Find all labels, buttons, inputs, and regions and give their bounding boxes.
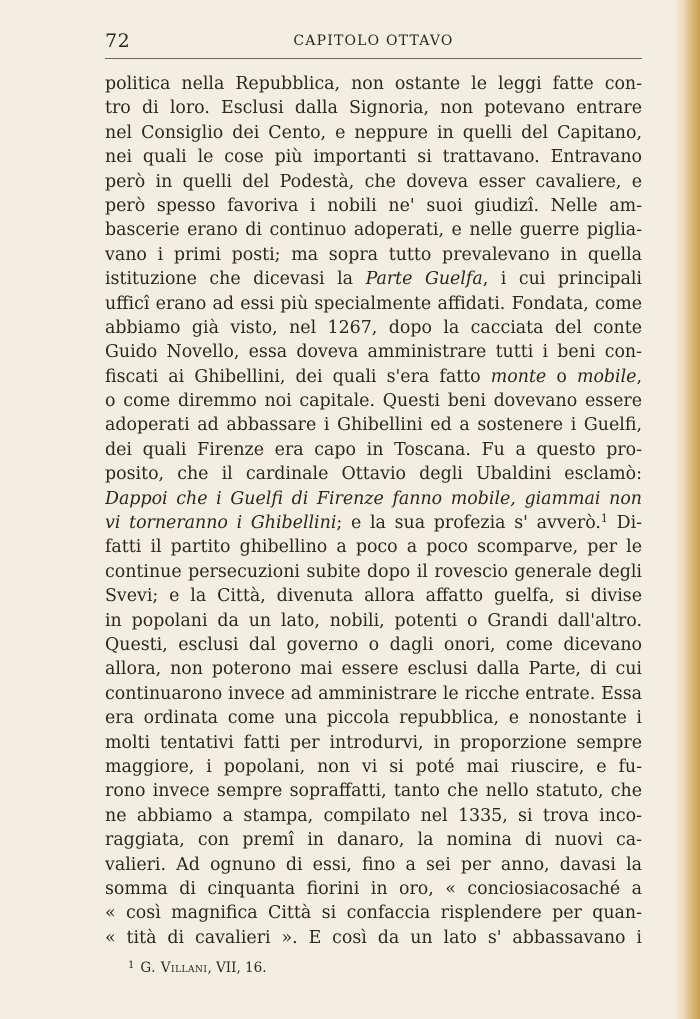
text-line: dei quali Firenze era capo in Toscana. Fu a questo pro- bbox=[105, 439, 642, 460]
text-line: tro di loro. Esclusi dalla Signoria, non potevano entrare bbox=[105, 98, 642, 119]
text-line: allora, non poterono mai essere esclusi dalla Parte, di cui bbox=[105, 659, 642, 680]
text-line: fatti il partito ghibellino a poco a poco scomparve, per le bbox=[105, 537, 642, 558]
text-line: posito, che il cardinale Ottavio degli Ubaldini esclamò: bbox=[105, 464, 642, 485]
italic-phrase: Parte Guelfa bbox=[365, 269, 483, 290]
text-line: continuarono invece ad amministrare le ricche entrate. Essa bbox=[105, 683, 642, 704]
text-line: valieri. Ad ognuno di essi, fino a sei per anno, davasi la bbox=[105, 854, 642, 875]
page-edge-shadow bbox=[674, 0, 700, 1019]
text-line: raggiata, con premî in danaro, la nomina di nuovi ca- bbox=[105, 830, 642, 851]
text-line: Guido Novello, essa doveva amministrare tutti i beni con- bbox=[105, 342, 642, 363]
text-line: Questi, esclusi dal governo o dagli onori, come dicevano bbox=[105, 634, 642, 655]
text-line: vano i primi posti; ma sopra tutto prevalevano in quella bbox=[105, 244, 642, 265]
text-line: molti tentativi fatti per introdurvi, in proporzione sempre bbox=[105, 732, 642, 753]
italic-phrase: mobile bbox=[576, 366, 637, 387]
text-line: maggiore, i popolani, non vi si poté mai riuscire, e fu- bbox=[105, 756, 642, 777]
footnote-author: G. Villani bbox=[140, 960, 208, 976]
text-line: fiscati ai Ghibellini, dei quali s'era fatto monte o mobile, bbox=[105, 366, 642, 387]
text-line: rono invece sempre sopraffatti, tanto che nello statuto, che bbox=[105, 781, 642, 802]
header-rule bbox=[105, 58, 642, 59]
text-line: istituzione che dicevasi la Parte Guelfa, i cui principali bbox=[105, 269, 642, 290]
italic-quote: vi torneranno i Ghibellini bbox=[105, 513, 337, 534]
text-line: però in quelli del Podestà, che doveva esser cavaliere, e bbox=[105, 171, 642, 192]
italic-phrase: monte bbox=[490, 366, 547, 387]
page-number: 72 bbox=[105, 30, 131, 52]
text-line: nel Consiglio dei Cento, e neppure in quelli del Capitano, bbox=[105, 122, 642, 143]
footnote bbox=[128, 960, 267, 976]
text-line: continue persecuzioni subite dopo il rovescio generale degli bbox=[105, 561, 642, 582]
text-line: Svevi; e la Città, divenuta allora affatto guelfa, si divise bbox=[105, 586, 642, 607]
text-line: « tità di cavalieri ». E così da un lato s' abbassavano i bbox=[105, 927, 642, 948]
text-line: però spesso favoriva i nobili ne' suoi giudizî. Nelle am- bbox=[105, 195, 642, 216]
text-line: politica nella Repubblica, non ostante le leggi fatte con- bbox=[105, 74, 642, 94]
running-title: CAPITOLO OTTAVO bbox=[293, 33, 454, 49]
text-line bbox=[105, 487, 642, 511]
footnote-reference: 1 bbox=[600, 512, 608, 526]
text-line: ufficî erano ad essi più specialmente affidati. Fondata, come bbox=[105, 293, 642, 314]
text-line: « così magnifica Città si confaccia risplendere per quan- bbox=[105, 903, 642, 924]
text-line: bascerie erano di continuo adoperati, e nelle guerre piglia- bbox=[105, 220, 642, 241]
footnote-citation: , VII, 16. bbox=[207, 960, 267, 976]
footnote-mark: 1 bbox=[128, 960, 135, 971]
text-line: ne abbiamo a stampa, compilato nel 1335, si trova inco- bbox=[105, 805, 642, 826]
text-line: era ordinata come una piccola repubblica, e nonostante i bbox=[105, 708, 642, 729]
text-line: adoperati ad abbassare i Ghibellini ed a sostenere i Guelfi, bbox=[105, 415, 642, 436]
italic-quote: Dappoi che i Guelfi di Firenze fanno mobile, giammai non bbox=[105, 488, 642, 509]
body-text bbox=[105, 72, 642, 950]
text-line: abbiamo già visto, nel 1267, dopo la cacciata del conte bbox=[105, 317, 642, 338]
text-line: nei quali le cose più importanti si trattavano. Entravano bbox=[105, 147, 642, 168]
text-line: somma di cinquanta fiorini in oro, « conciosiacosaché a bbox=[105, 878, 642, 899]
page-header bbox=[105, 30, 642, 54]
text-line: vi torneranno i Ghibellini; e la sua profezia s' avverò.$^1$ Di- bbox=[105, 512, 642, 534]
text-line: o come diremmo noi capitale. Questi beni dovevano essere bbox=[105, 391, 642, 412]
text-line: in popolani da un lato, nobili, potenti o Grandi dall'altro. bbox=[105, 610, 642, 631]
